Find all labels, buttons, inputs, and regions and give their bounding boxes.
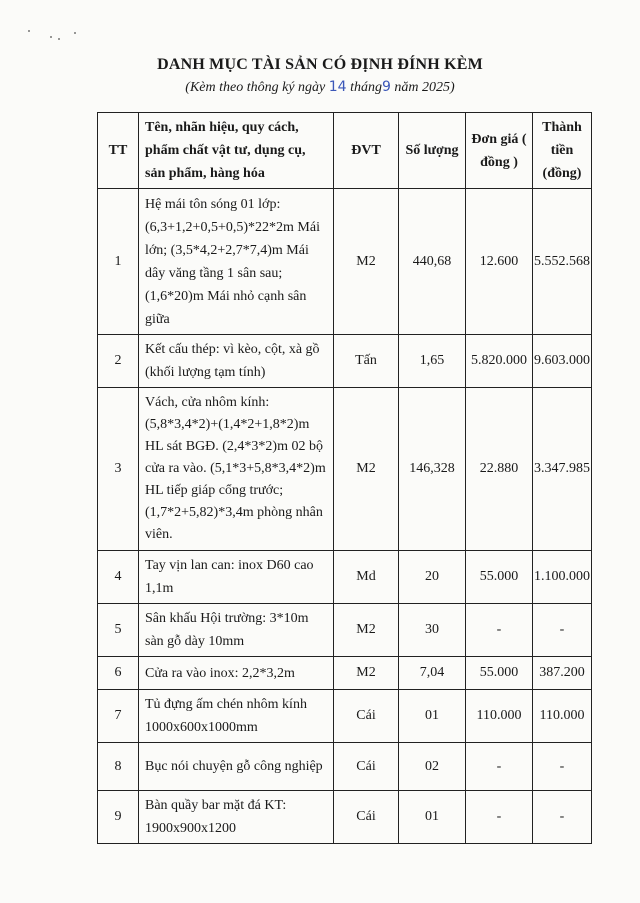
cell-name: Bục nói chuyện gỗ công nghiệp	[139, 743, 334, 791]
cell-tt: 5	[98, 604, 139, 657]
cell-quantity: 146,328	[399, 388, 466, 551]
cell-unit-price: 5.820.000	[466, 335, 533, 388]
cell-name: Bàn quầy bar mặt đá KT: 1900x900x1200	[139, 791, 334, 844]
cell-unit-price: 12.600	[466, 189, 533, 335]
cell-tt: 2	[98, 335, 139, 388]
page-title: DANH MỤC TÀI SẢN CÓ ĐỊNH ĐÍNH KÈM	[157, 56, 483, 73]
cell-unit-price: -	[466, 604, 533, 657]
cell-name: Kết cấu thép: vì kèo, cột, xà gồ (khối lượng tạm tính)	[139, 335, 334, 388]
cell-unit-price: 22.880	[466, 388, 533, 551]
handwritten-day: 14	[328, 79, 347, 95]
table-row	[98, 604, 592, 657]
cell-unit-price: 55.000	[466, 657, 533, 690]
cell-amount: 9.603.000	[533, 335, 592, 388]
subtitle-suffix: năm 2025)	[390, 80, 455, 95]
cell-unit: M2	[334, 388, 399, 551]
table-row	[98, 388, 592, 551]
asset-table	[97, 112, 592, 844]
header-unit-price: Đơn giá ( đồng )	[466, 113, 533, 189]
header-quantity: Số lượng	[399, 113, 466, 189]
cell-unit: Md	[334, 551, 399, 604]
table-row	[98, 743, 592, 791]
cell-unit-price: 110.000	[466, 690, 533, 743]
cell-name: Cửa ra vào inox: 2,2*3,2m	[139, 657, 334, 690]
cell-tt: 6	[98, 657, 139, 690]
cell-name: Hệ mái tôn sóng 01 lớp: (6,3+1,2+0,5+0,5)*22*2m Mái lớn; (3,5*4,2+2,7*7,4)m Mái dây văng tầng 1 sân sau; (1,6*20)m Mái nhỏ cạnh sân giữa	[139, 189, 334, 335]
cell-amount: 1.100.000	[533, 551, 592, 604]
cell-name: Vách, cửa nhôm kính: (5,8*3,4*2)+(1,4*2+1,8*2)m HL sát BGĐ. (2,4*3*2)m 02 bộ cửa ra vào. (5,1*3+5,8*3,4*2)m HL tiếp giáp cổng trước; (1,7*2+5,82)*3,4m phòng nhân viên.	[139, 388, 334, 551]
cell-quantity: 01	[399, 791, 466, 844]
cell-tt: 4	[98, 551, 139, 604]
table-row	[98, 335, 592, 388]
cell-unit: M2	[334, 189, 399, 335]
cell-unit: M2	[334, 657, 399, 690]
cell-tt: 3	[98, 388, 139, 551]
cell-name: Tủ đựng ấm chén nhôm kính 1000x600x1000mm	[139, 690, 334, 743]
cell-quantity: 02	[399, 743, 466, 791]
cell-quantity: 1,65	[399, 335, 466, 388]
table-row	[98, 690, 592, 743]
cell-amount: -	[533, 604, 592, 657]
table-header-row	[98, 113, 592, 189]
table-row	[98, 551, 592, 604]
cell-quantity: 20	[399, 551, 466, 604]
scan-specks	[28, 22, 88, 52]
cell-unit: M2	[334, 604, 399, 657]
cell-quantity: 01	[399, 690, 466, 743]
header-tt: TT	[98, 113, 139, 189]
handwritten-month: 9	[381, 79, 391, 95]
page-subtitle	[0, 79, 640, 96]
cell-name: Tay vịn lan can: inox D60 cao 1,1m	[139, 551, 334, 604]
cell-tt: 9	[98, 791, 139, 844]
cell-unit: Cái	[334, 743, 399, 791]
cell-tt: 7	[98, 690, 139, 743]
cell-unit: Cái	[334, 791, 399, 844]
cell-amount: 3.347.985	[533, 388, 592, 551]
cell-unit-price: -	[466, 791, 533, 844]
cell-amount: -	[533, 743, 592, 791]
cell-unit: Cái	[334, 690, 399, 743]
cell-unit: Tấn	[334, 335, 399, 388]
cell-quantity: 7,04	[399, 657, 466, 690]
cell-quantity: 30	[399, 604, 466, 657]
cell-unit-price: 55.000	[466, 551, 533, 604]
header-amount: Thành tiền (đồng)	[533, 113, 592, 189]
subtitle-middle: tháng	[346, 80, 382, 95]
table-row	[98, 791, 592, 844]
cell-amount: 110.000	[533, 690, 592, 743]
cell-unit-price: -	[466, 743, 533, 791]
cell-quantity: 440,68	[399, 189, 466, 335]
cell-tt: 8	[98, 743, 139, 791]
cell-amount: -	[533, 791, 592, 844]
cell-name: Sân khấu Hội trường: 3*10m sàn gỗ dày 10mm	[139, 604, 334, 657]
header-name: Tên, nhãn hiệu, quy cách, phẩm chất vật tư, dụng cụ, sản phẩm, hàng hóa	[139, 113, 334, 189]
cell-amount: 387.200	[533, 657, 592, 690]
table-row	[98, 189, 592, 335]
cell-tt: 1	[98, 189, 139, 335]
cell-amount: 5.552.568	[533, 189, 592, 335]
table-row	[98, 657, 592, 690]
subtitle-prefix: (Kèm theo thông ký ngày	[185, 80, 329, 95]
header-unit: ĐVT	[334, 113, 399, 189]
